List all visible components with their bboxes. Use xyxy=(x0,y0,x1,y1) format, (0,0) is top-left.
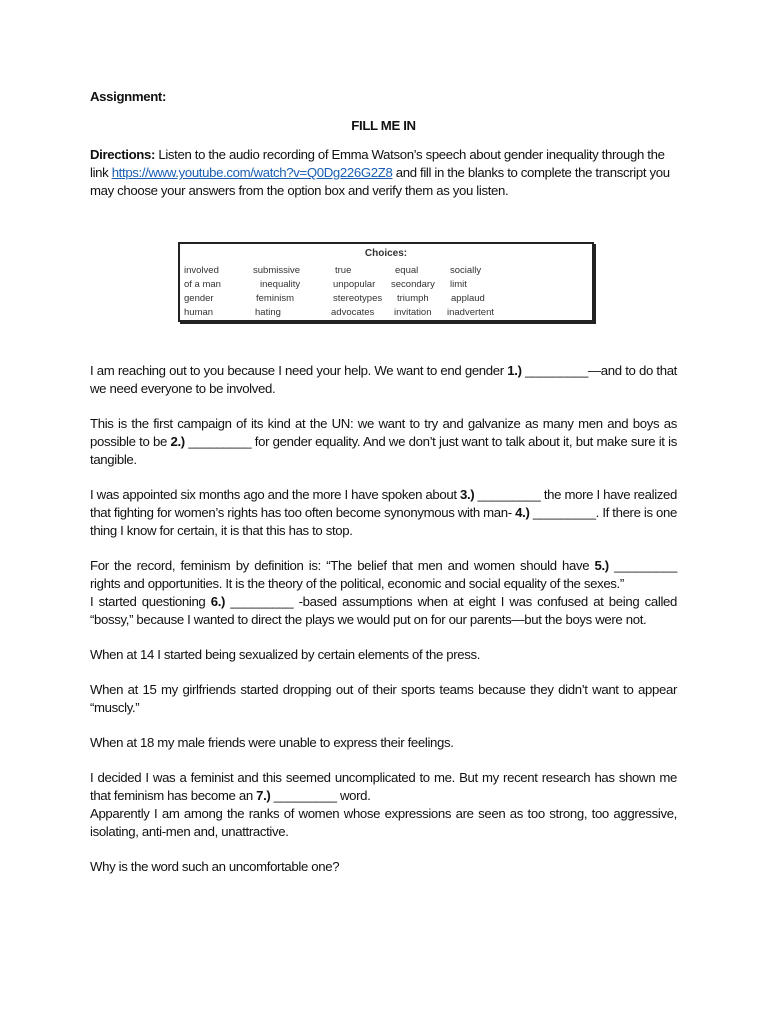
text: For the record, feminism by definition is: “The belief that men and women should have xyxy=(90,558,595,573)
directions-paragraph xyxy=(90,146,677,200)
text: _________. If there is one thing I know for certain, it is that this has to stop. xyxy=(90,505,677,538)
choice-word: applaud xyxy=(451,293,485,304)
text: _________ for gender equality. And we don’t just want to talk about it, but make sure it is tangible. xyxy=(90,434,677,467)
choice-word: involved xyxy=(184,265,219,276)
text: _________ -based assumptions when at eight I was confused at being called “bossy,” because I wanted to direct the plays we would put on for our parents—but the boys were not. xyxy=(90,594,677,627)
choice-word: hating xyxy=(255,307,281,318)
choice-word: human xyxy=(184,307,214,318)
choices-row xyxy=(180,307,592,320)
paragraph-3 xyxy=(90,486,677,540)
directions-label: Directions: xyxy=(90,147,156,162)
blank-number: 4.) xyxy=(515,505,530,520)
choice-word: inequality xyxy=(260,279,301,290)
transcript xyxy=(90,362,677,876)
paragraph-4 xyxy=(90,557,677,593)
blank-number: 1.) xyxy=(507,363,522,378)
document-header xyxy=(90,88,677,200)
text: This is the first campaign of its kind at the UN: we want to try and galvanize as many men and boys as possible to be xyxy=(90,416,677,449)
choice-word: invitation xyxy=(394,307,432,318)
paragraph-8: When at 18 my male friends were unable to express their feelings. xyxy=(90,735,454,750)
choice-word: equal xyxy=(395,265,419,276)
choices-title: Choices: xyxy=(364,248,408,259)
paragraph-9 xyxy=(90,769,677,805)
text: I started questioning xyxy=(90,594,211,609)
choice-word: gender xyxy=(184,293,214,304)
choice-word: triumph xyxy=(397,293,429,304)
paragraph-5 xyxy=(90,593,677,629)
paragraph-10: Apparently I am among the ranks of women whose expressions are seen as too strong, too aggressive, isolating, anti-men and, unattractive. xyxy=(90,806,677,839)
text: I was appointed six months ago and the more I have spoken about xyxy=(90,487,460,502)
choices-row xyxy=(180,265,592,278)
text: _________ word. xyxy=(270,788,371,803)
choice-word: of a man xyxy=(184,279,221,290)
paragraph-11: Why is the word such an uncomfortable one? xyxy=(90,859,340,874)
directions-text-2: and fill in the blanks to complete the transcript you may choose your answers from the option box and verify them as you listen. xyxy=(90,165,670,198)
paragraph-6: When at 14 I started being sexualized by certain elements of the press. xyxy=(90,647,481,662)
directions-text-1: Listen to the audio recording of Emma Watson’s speech about gender inequality through the link xyxy=(90,147,665,180)
choice-word: limit xyxy=(450,279,467,290)
choice-word: inadvertent xyxy=(447,307,495,318)
text: I decided I was a feminist and this seemed uncomplicated to me. But my recent research has shown me that feminism has become an xyxy=(90,770,677,803)
text: I am reaching out to you because I need your help. We want to end gender xyxy=(90,363,508,378)
text: _________ rights and opportunities. It is the theory of the political, economic and social equality of the sexes.” xyxy=(90,558,677,591)
paragraph-1 xyxy=(90,362,677,398)
youtube-link[interactable]: https://www.youtube.com/watch?v=Q0Dg226G2Z8 xyxy=(111,165,393,180)
choices-row xyxy=(180,293,592,306)
choice-word: submissive xyxy=(253,265,300,276)
choice-word: stereotypes xyxy=(333,293,383,304)
paragraph-7: When at 15 my girlfriends started dropping out of their sports teams because they didn’t want to appear “muscly.” xyxy=(90,682,677,715)
choices-row xyxy=(180,279,592,292)
choice-word: secondary xyxy=(391,279,435,290)
blank-number: 5.) xyxy=(594,558,609,573)
blank-number: 7.) xyxy=(256,788,271,803)
choice-word: advocates xyxy=(331,307,375,318)
choice-word: socially xyxy=(450,265,482,276)
blank-number: 6.) xyxy=(210,594,226,609)
paragraph-2 xyxy=(90,415,677,469)
assignment-label: Assignment: xyxy=(90,89,167,104)
text: _________ the more I have realized that fighting for women’s rights has too often become synonymous with man- xyxy=(90,487,677,520)
text: _________—and to do that we need everyone to be involved. xyxy=(90,363,677,396)
choice-word: unpopular xyxy=(333,279,376,290)
blank-number: 3.) xyxy=(460,487,475,502)
choice-word: feminism xyxy=(256,293,295,304)
page-title: FILL ME IN xyxy=(351,118,416,133)
choice-word: true xyxy=(335,265,352,276)
blank-number: 2.) xyxy=(170,434,185,449)
choices-box xyxy=(178,242,594,322)
